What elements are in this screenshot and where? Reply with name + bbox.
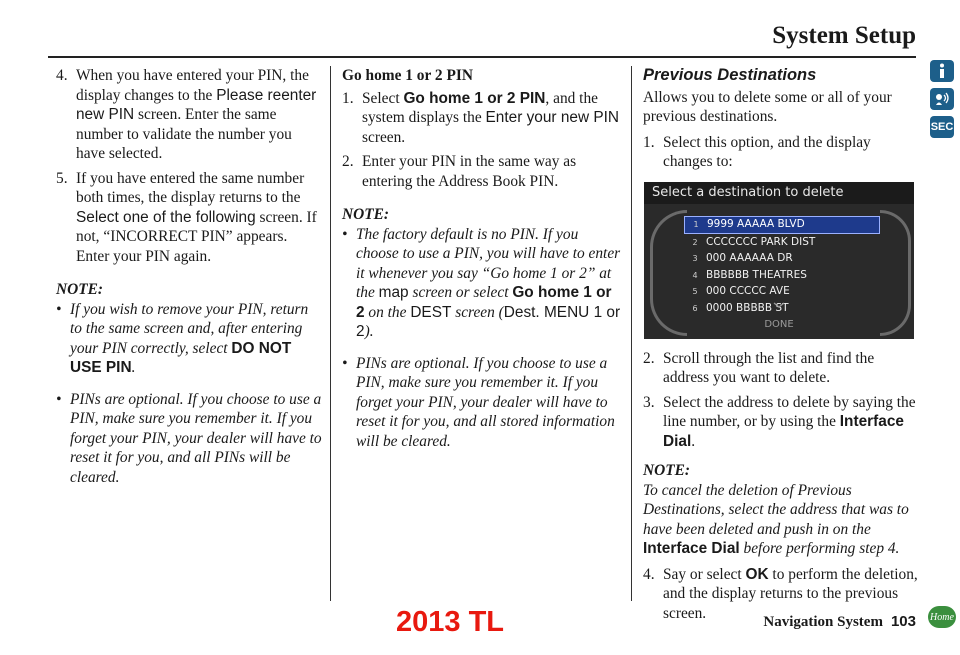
destination-row[interactable]: 2 CCCCCCC PARK DIST — [692, 235, 816, 248]
step-4: 4. Say or select OK to perform the deletion, and the display returns to the previous screen. — [643, 565, 918, 622]
section-heading: Go home 1 or 2 PIN — [342, 67, 473, 84]
step-1: 1. Select Go home 1 or 2 PIN, and the system displays the Enter your new PIN screen. — [342, 89, 619, 146]
note-text: To cancel the deletion of Previous Destinations, select the address that was to have been deleted and push in on the Interface Dial before performing step 4. — [643, 481, 909, 557]
page-footer — [763, 613, 916, 631]
watermark-label: 2013 TL — [396, 606, 504, 638]
note-bullet: • PINs are optional. If you choose to use a PIN, make sure you remember it. If you forget your PIN, your dealer will have to reset it for you, and all stored information will be cleared. — [342, 354, 615, 450]
step-3: 3. Select the address to delete by saying the line number, or by using the Interface Dial. — [643, 393, 916, 450]
header-rule — [48, 56, 916, 58]
intro-text: Allows you to delete some or all of your previous destinations. — [643, 88, 892, 125]
section-index-icon[interactable]: SEC — [930, 116, 954, 138]
column-divider — [631, 66, 632, 601]
destination-row[interactable]: 3 000 AAAAAA DR — [692, 252, 793, 264]
step-2: 2. Scroll through the list and find the address you want to delete. — [643, 349, 875, 386]
note-bullet: • If you wish to remove your PIN, return to the same screen and, after entering your PIN correctly, select DO NOT USE PIN. — [56, 300, 309, 376]
column-2 — [342, 66, 624, 451]
step-4: 4. When you have entered your PIN, the display changes to the Please reenter new PIN screen. Enter the same number to validate the number you have selected. — [56, 67, 317, 162]
note-label: NOTE: — [56, 281, 104, 298]
screen-title: Select a destination to delete — [644, 182, 914, 204]
note-label: NOTE: — [342, 206, 390, 223]
note-bullet: • PINs are optional. If you choose to use a PIN, make sure you remember it. If you forget your PIN, your dealer will have to reset it for you, and all PINs will be cleared. — [56, 390, 322, 486]
step-5: 5. If you have entered the same number both times, the display returns to the Select one of the following screen. If not, “INCORRECT PIN” appears. Enter your PIN again. — [56, 169, 317, 265]
page-title: System Setup — [772, 22, 916, 49]
side-nav — [930, 60, 956, 144]
page-number: 103 — [890, 613, 916, 630]
done-button[interactable]: DONE — [644, 296, 914, 335]
note-label: NOTE: — [643, 462, 691, 479]
step-2: 2. Enter your PIN in the same way as entering the Address Book PIN. — [342, 153, 577, 190]
chevron-down-icon — [773, 302, 785, 308]
column-1 — [56, 66, 324, 487]
info-icon[interactable] — [930, 60, 954, 82]
destination-row[interactable]: 5 000 CCCCC AVE — [692, 285, 790, 297]
destination-row[interactable]: 1 9999 AAAAA BLVD — [684, 216, 880, 235]
column-divider — [330, 66, 331, 601]
footer-section: Navigation System — [763, 614, 883, 630]
voice-command-icon[interactable] — [930, 88, 954, 110]
note-bullet: • The factory default is no PIN. If you choose to use a PIN, you will have to enter it whenever you say “Go home 1 or 2” at the map screen or select Go home 1 or 2 on the DEST screen (Dest. MENU 1 or 2). — [342, 225, 621, 340]
section-heading: Previous Destinations — [643, 66, 817, 84]
destination-row[interactable]: 6 0000 BBBBB ST — [692, 301, 789, 314]
home-icon[interactable]: Home — [928, 606, 956, 628]
column-3 — [643, 66, 923, 623]
step-1: 1. Select this option, and the display changes to: — [643, 133, 871, 170]
navigation-screen-image — [644, 182, 914, 339]
destination-row[interactable]: 4 BBBBBB THEATRES — [692, 268, 807, 281]
